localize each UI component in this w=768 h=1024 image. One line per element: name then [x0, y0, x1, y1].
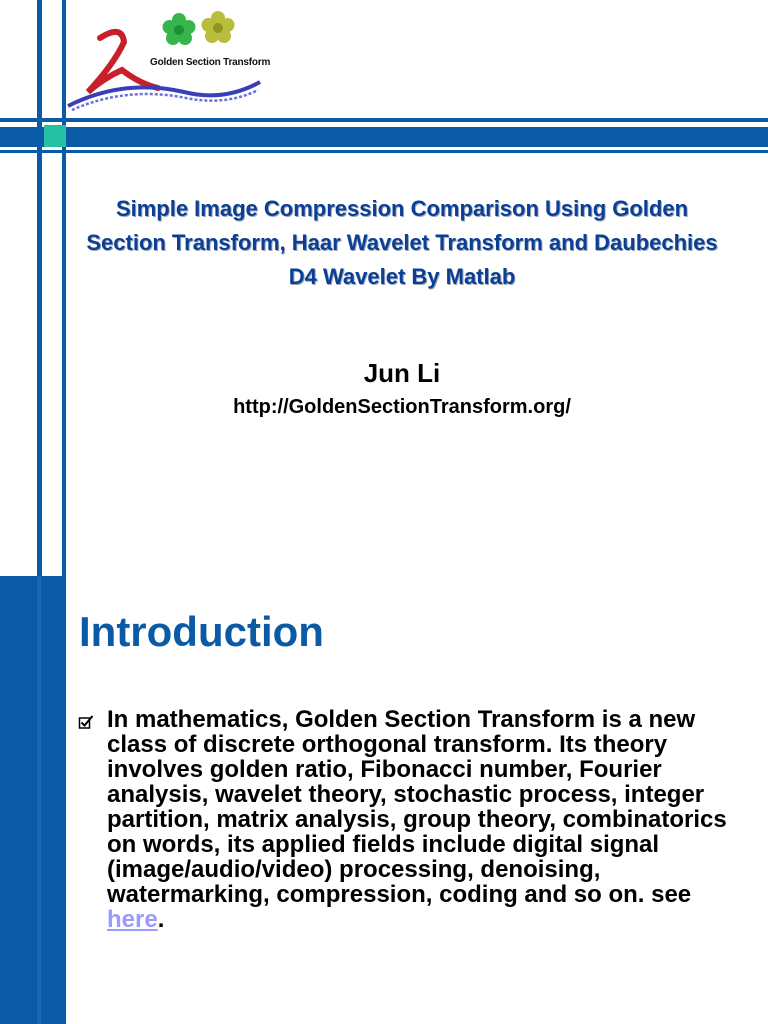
horizontal-band: [0, 127, 768, 147]
introduction-slide: [0, 576, 768, 1024]
author-url[interactable]: http://GoldenSectionTransform.org/: [233, 396, 571, 418]
bullet-item: [107, 707, 747, 932]
accent-square: [44, 125, 66, 147]
bullet-text: In mathematics, Golden Section Transform is a new class of discrete orthogonal transform. Its theory involves golden ratio, Fibonacci number, Fourier analysis, wavelet theory, stochastic process, integer partition, matrix analysis, group theory, combinatorics on words, its applied fields include digital signal (image/audio/video) processing, denoising, watermarking, compression, coding and so on. see: [107, 706, 727, 908]
logo-text: Golden Section Transform: [150, 57, 271, 68]
side-band: [0, 576, 66, 1024]
horizontal-line-bottom: [0, 150, 768, 153]
side-stripe: [37, 576, 41, 1024]
section-heading: Introduction: [79, 608, 324, 655]
vertical-line-left: [37, 0, 42, 576]
here-link[interactable]: here: [107, 906, 158, 933]
checkbox-checked-icon: [78, 714, 94, 730]
bullet-end: .: [157, 906, 165, 933]
horizontal-line-top: [0, 118, 768, 122]
author-name: Jun Li: [363, 358, 441, 388]
slide-title: Simple Image Compression Comparison Using Golden Section Transform, Haar Wavelet Transform and Daubechies D4 Wavelet By Matlab: [86, 196, 718, 289]
